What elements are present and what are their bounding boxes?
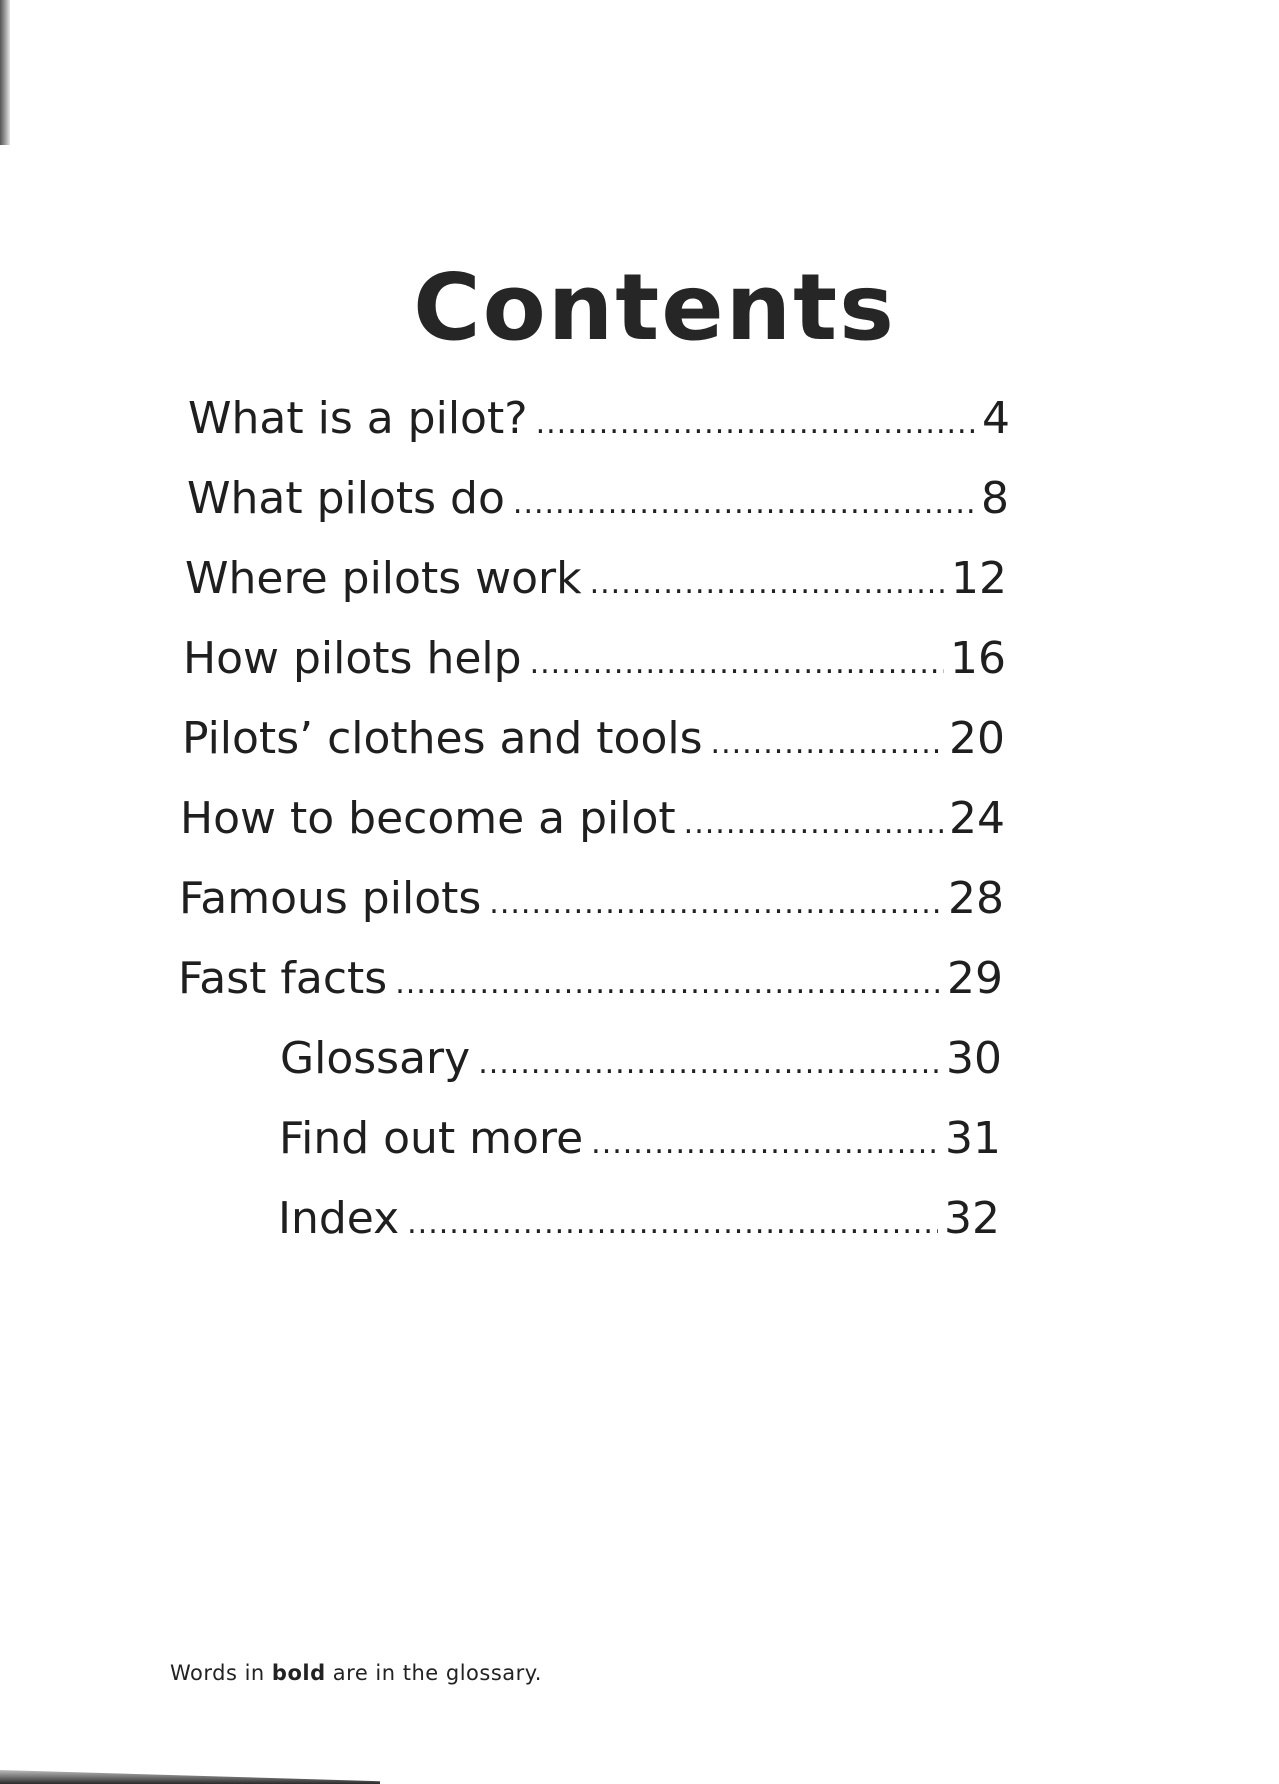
page-title: Contents (413, 253, 896, 361)
toc-dot-leader (489, 887, 942, 920)
footnote-text-before: Words in (170, 1661, 272, 1685)
toc-entry-title: Fast facts (178, 953, 388, 1004)
toc-entry-page: 16 (950, 633, 1006, 684)
toc-entry-page: 8 (981, 473, 1009, 524)
toc-entry-what-is-a-pilot[interactable] (188, 395, 1010, 443)
toc-dot-leader (536, 407, 976, 440)
toc-entry-index[interactable] (278, 1195, 1000, 1243)
toc-entry-page: 29 (947, 953, 1003, 1004)
toc-entry-page: 30 (946, 1033, 1002, 1084)
toc-entry-glossary[interactable] (280, 1035, 1002, 1083)
toc-dot-leader (711, 727, 943, 760)
toc-entry-title: Where pilots work (185, 553, 582, 604)
toc-entry-what-pilots-do[interactable] (187, 475, 1009, 523)
toc-entry-fast-facts[interactable] (178, 955, 1003, 1003)
scan-edge-bottom (0, 1770, 380, 1784)
toc-dot-leader (395, 967, 941, 1000)
footnote-text-after: are in the glossary. (325, 1661, 542, 1685)
toc-dot-leader (591, 1127, 939, 1160)
toc-entry-page: 31 (945, 1113, 1001, 1164)
toc-dot-leader (407, 1207, 938, 1240)
toc-entry-title: How to become a pilot (180, 793, 676, 844)
toc-entry-title: What is a pilot? (188, 393, 528, 444)
toc-entry-page: 32 (944, 1193, 1000, 1244)
toc-dot-leader (590, 567, 945, 600)
toc-entry-how-to-become-a-pilot[interactable] (180, 795, 1005, 843)
toc-entry-page: 24 (949, 793, 1005, 844)
toc-entry-title: Index (278, 1193, 400, 1244)
toc-entry-title: Find out more (279, 1113, 584, 1164)
toc-entry-title: Glossary (280, 1033, 471, 1084)
toc-entry-page: 20 (949, 713, 1005, 764)
toc-dot-leader (530, 647, 944, 680)
toc-dot-leader (684, 807, 943, 840)
toc-entry-find-out-more[interactable] (279, 1115, 1001, 1163)
toc-entry-page: 28 (948, 873, 1004, 924)
toc-entry-title: Pilots’ clothes and tools (182, 713, 703, 764)
toc-entry-title: What pilots do (187, 473, 505, 524)
toc-dot-leader (478, 1047, 940, 1080)
toc-entry-page: 4 (982, 393, 1010, 444)
toc-entry-how-pilots-help[interactable] (183, 635, 1006, 683)
toc-entry-where-pilots-work[interactable] (185, 555, 1007, 603)
toc-entry-title: Famous pilots (179, 873, 482, 924)
toc-entry-page: 12 (951, 553, 1007, 604)
scan-edge-left (0, 0, 10, 145)
glossary-footnote (170, 1661, 542, 1685)
toc-entry-pilots-clothes-and-tools[interactable] (182, 715, 1005, 763)
toc-entry-title: How pilots help (183, 633, 522, 684)
toc-entry-famous-pilots[interactable] (179, 875, 1004, 923)
footnote-bold-word: bold (271, 1661, 326, 1685)
toc-dot-leader (513, 487, 975, 520)
